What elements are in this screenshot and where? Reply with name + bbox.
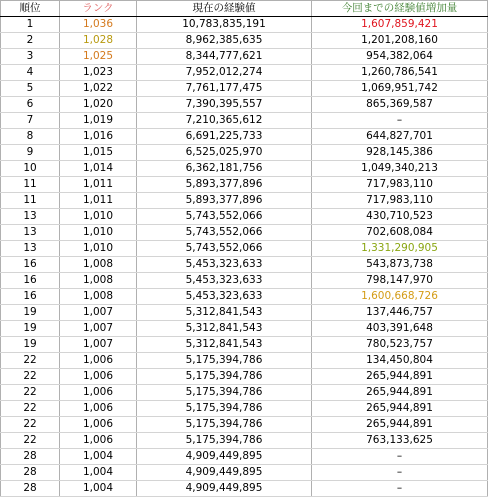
exp-gain-cell: 137,446,757 (312, 305, 488, 321)
table-row (1, 353, 488, 369)
rank-cell: 1,004 (60, 481, 137, 497)
current-exp-cell: 5,175,394,786 (137, 385, 312, 401)
current-exp-cell: 5,893,377,896 (137, 177, 312, 193)
exp-gain-cell: – (312, 481, 488, 497)
table-row (1, 161, 488, 177)
position-cell: 2 (1, 33, 60, 49)
current-exp-cell: 5,743,552,066 (137, 209, 312, 225)
table-row (1, 81, 488, 97)
rank-cell: 1,007 (60, 305, 137, 321)
position-cell: 7 (1, 113, 60, 129)
position-cell: 13 (1, 241, 60, 257)
position-cell: 11 (1, 177, 60, 193)
current-exp-cell: 5,175,394,786 (137, 433, 312, 449)
current-exp-cell: 5,743,552,066 (137, 225, 312, 241)
header-exp-gain: 今回までの経験値増加量 (312, 1, 488, 17)
table-row (1, 449, 488, 465)
exp-gain-cell: 1,069,951,742 (312, 81, 488, 97)
table-body (1, 17, 488, 497)
table-row (1, 369, 488, 385)
table-row (1, 97, 488, 113)
position-cell: 22 (1, 433, 60, 449)
table-row (1, 481, 488, 497)
current-exp-cell: 5,312,841,543 (137, 337, 312, 353)
exp-gain-cell: 430,710,523 (312, 209, 488, 225)
position-cell: 28 (1, 465, 60, 481)
table-row (1, 305, 488, 321)
rank-cell: 1,036 (60, 17, 137, 33)
position-cell: 8 (1, 129, 60, 145)
position-cell: 22 (1, 385, 60, 401)
current-exp-cell: 5,312,841,543 (137, 305, 312, 321)
current-exp-cell: 5,453,323,633 (137, 273, 312, 289)
position-cell: 13 (1, 209, 60, 225)
exp-gain-cell: 1,201,208,160 (312, 33, 488, 49)
table-row (1, 273, 488, 289)
rank-cell: 1,020 (60, 97, 137, 113)
current-exp-cell: 4,909,449,895 (137, 465, 312, 481)
rank-cell: 1,006 (60, 353, 137, 369)
current-exp-cell: 5,175,394,786 (137, 353, 312, 369)
rank-cell: 1,016 (60, 129, 137, 145)
current-exp-cell: 7,952,012,274 (137, 65, 312, 81)
exp-gain-cell: 1,600,668,726 (312, 289, 488, 305)
exp-gain-cell: 954,382,064 (312, 49, 488, 65)
current-exp-cell: 7,210,365,612 (137, 113, 312, 129)
current-exp-cell: 6,525,025,970 (137, 145, 312, 161)
current-exp-cell: 5,453,323,633 (137, 257, 312, 273)
exp-gain-cell: 717,983,110 (312, 193, 488, 209)
current-exp-cell: 4,909,449,895 (137, 449, 312, 465)
exp-gain-cell: – (312, 449, 488, 465)
table-row (1, 113, 488, 129)
current-exp-cell: 10,783,835,191 (137, 17, 312, 33)
position-cell: 22 (1, 401, 60, 417)
table-row (1, 209, 488, 225)
current-exp-cell: 8,962,385,635 (137, 33, 312, 49)
table-row (1, 17, 488, 33)
current-exp-cell: 7,761,177,475 (137, 81, 312, 97)
rank-cell: 1,006 (60, 369, 137, 385)
position-cell: 22 (1, 417, 60, 433)
current-exp-cell: 5,893,377,896 (137, 193, 312, 209)
rank-cell: 1,006 (60, 433, 137, 449)
exp-gain-cell: 644,827,701 (312, 129, 488, 145)
position-cell: 16 (1, 257, 60, 273)
exp-gain-cell: 265,944,891 (312, 417, 488, 433)
rank-cell: 1,010 (60, 209, 137, 225)
rank-cell: 1,008 (60, 257, 137, 273)
current-exp-cell: 6,691,225,733 (137, 129, 312, 145)
rank-cell: 1,028 (60, 33, 137, 49)
exp-gain-cell: – (312, 465, 488, 481)
exp-gain-cell: 1,260,786,541 (312, 65, 488, 81)
table-row (1, 289, 488, 305)
exp-gain-cell: 928,145,386 (312, 145, 488, 161)
current-exp-cell: 6,362,181,756 (137, 161, 312, 177)
exp-gain-cell: – (312, 113, 488, 129)
position-cell: 4 (1, 65, 60, 81)
table-row (1, 193, 488, 209)
position-cell: 11 (1, 193, 60, 209)
table-row (1, 177, 488, 193)
exp-gain-cell: 1,049,340,213 (312, 161, 488, 177)
position-cell: 6 (1, 97, 60, 113)
rank-cell: 1,015 (60, 145, 137, 161)
header-row (1, 1, 488, 17)
rank-cell: 1,008 (60, 273, 137, 289)
rank-cell: 1,023 (60, 65, 137, 81)
table-row (1, 49, 488, 65)
table-row (1, 145, 488, 161)
rank-cell: 1,011 (60, 193, 137, 209)
current-exp-cell: 5,175,394,786 (137, 369, 312, 385)
position-cell: 28 (1, 449, 60, 465)
position-cell: 13 (1, 225, 60, 241)
rank-cell: 1,010 (60, 241, 137, 257)
rank-cell: 1,006 (60, 401, 137, 417)
table-row (1, 321, 488, 337)
rank-cell: 1,004 (60, 465, 137, 481)
table-row (1, 385, 488, 401)
exp-gain-cell: 134,450,804 (312, 353, 488, 369)
position-cell: 9 (1, 145, 60, 161)
current-exp-cell: 5,743,552,066 (137, 241, 312, 257)
exp-gain-cell: 798,147,970 (312, 273, 488, 289)
table-row (1, 257, 488, 273)
rank-cell: 1,008 (60, 289, 137, 305)
rank-cell: 1,022 (60, 81, 137, 97)
rank-cell: 1,004 (60, 449, 137, 465)
rank-cell: 1,014 (60, 161, 137, 177)
position-cell: 16 (1, 273, 60, 289)
header-rank: ランク (60, 1, 137, 17)
table-row (1, 225, 488, 241)
exp-gain-cell: 265,944,891 (312, 385, 488, 401)
table-row (1, 401, 488, 417)
table-row (1, 65, 488, 81)
position-cell: 22 (1, 369, 60, 385)
exp-gain-cell: 1,331,290,905 (312, 241, 488, 257)
rank-cell: 1,006 (60, 417, 137, 433)
table-row (1, 417, 488, 433)
current-exp-cell: 5,312,841,543 (137, 321, 312, 337)
position-cell: 19 (1, 321, 60, 337)
header-current-exp: 現在の経験値 (137, 1, 312, 17)
table-row (1, 465, 488, 481)
exp-gain-cell: 865,369,587 (312, 97, 488, 113)
exp-gain-cell: 1,607,859,421 (312, 17, 488, 33)
table-row (1, 33, 488, 49)
position-cell: 3 (1, 49, 60, 65)
exp-gain-cell: 265,944,891 (312, 401, 488, 417)
rank-cell: 1,007 (60, 337, 137, 353)
current-exp-cell: 5,453,323,633 (137, 289, 312, 305)
rank-cell: 1,007 (60, 321, 137, 337)
table-row (1, 129, 488, 145)
current-exp-cell: 5,175,394,786 (137, 401, 312, 417)
exp-gain-cell: 780,523,757 (312, 337, 488, 353)
exp-gain-cell: 763,133,625 (312, 433, 488, 449)
position-cell: 19 (1, 337, 60, 353)
current-exp-cell: 5,175,394,786 (137, 417, 312, 433)
exp-gain-cell: 265,944,891 (312, 369, 488, 385)
table-row (1, 241, 488, 257)
exp-gain-cell: 543,873,738 (312, 257, 488, 273)
rank-cell: 1,019 (60, 113, 137, 129)
exp-gain-cell: 702,608,084 (312, 225, 488, 241)
position-cell: 22 (1, 353, 60, 369)
position-cell: 1 (1, 17, 60, 33)
position-cell: 10 (1, 161, 60, 177)
current-exp-cell: 4,909,449,895 (137, 481, 312, 497)
rank-cell: 1,025 (60, 49, 137, 65)
exp-gain-cell: 717,983,110 (312, 177, 488, 193)
exp-gain-cell: 403,391,648 (312, 321, 488, 337)
position-cell: 16 (1, 289, 60, 305)
rank-cell: 1,011 (60, 177, 137, 193)
position-cell: 5 (1, 81, 60, 97)
current-exp-cell: 8,344,777,621 (137, 49, 312, 65)
table-row (1, 337, 488, 353)
position-cell: 19 (1, 305, 60, 321)
table-row (1, 433, 488, 449)
rank-cell: 1,010 (60, 225, 137, 241)
current-exp-cell: 7,390,395,557 (137, 97, 312, 113)
header-position: 順位 (1, 1, 60, 17)
position-cell: 28 (1, 481, 60, 497)
rank-cell: 1,006 (60, 385, 137, 401)
